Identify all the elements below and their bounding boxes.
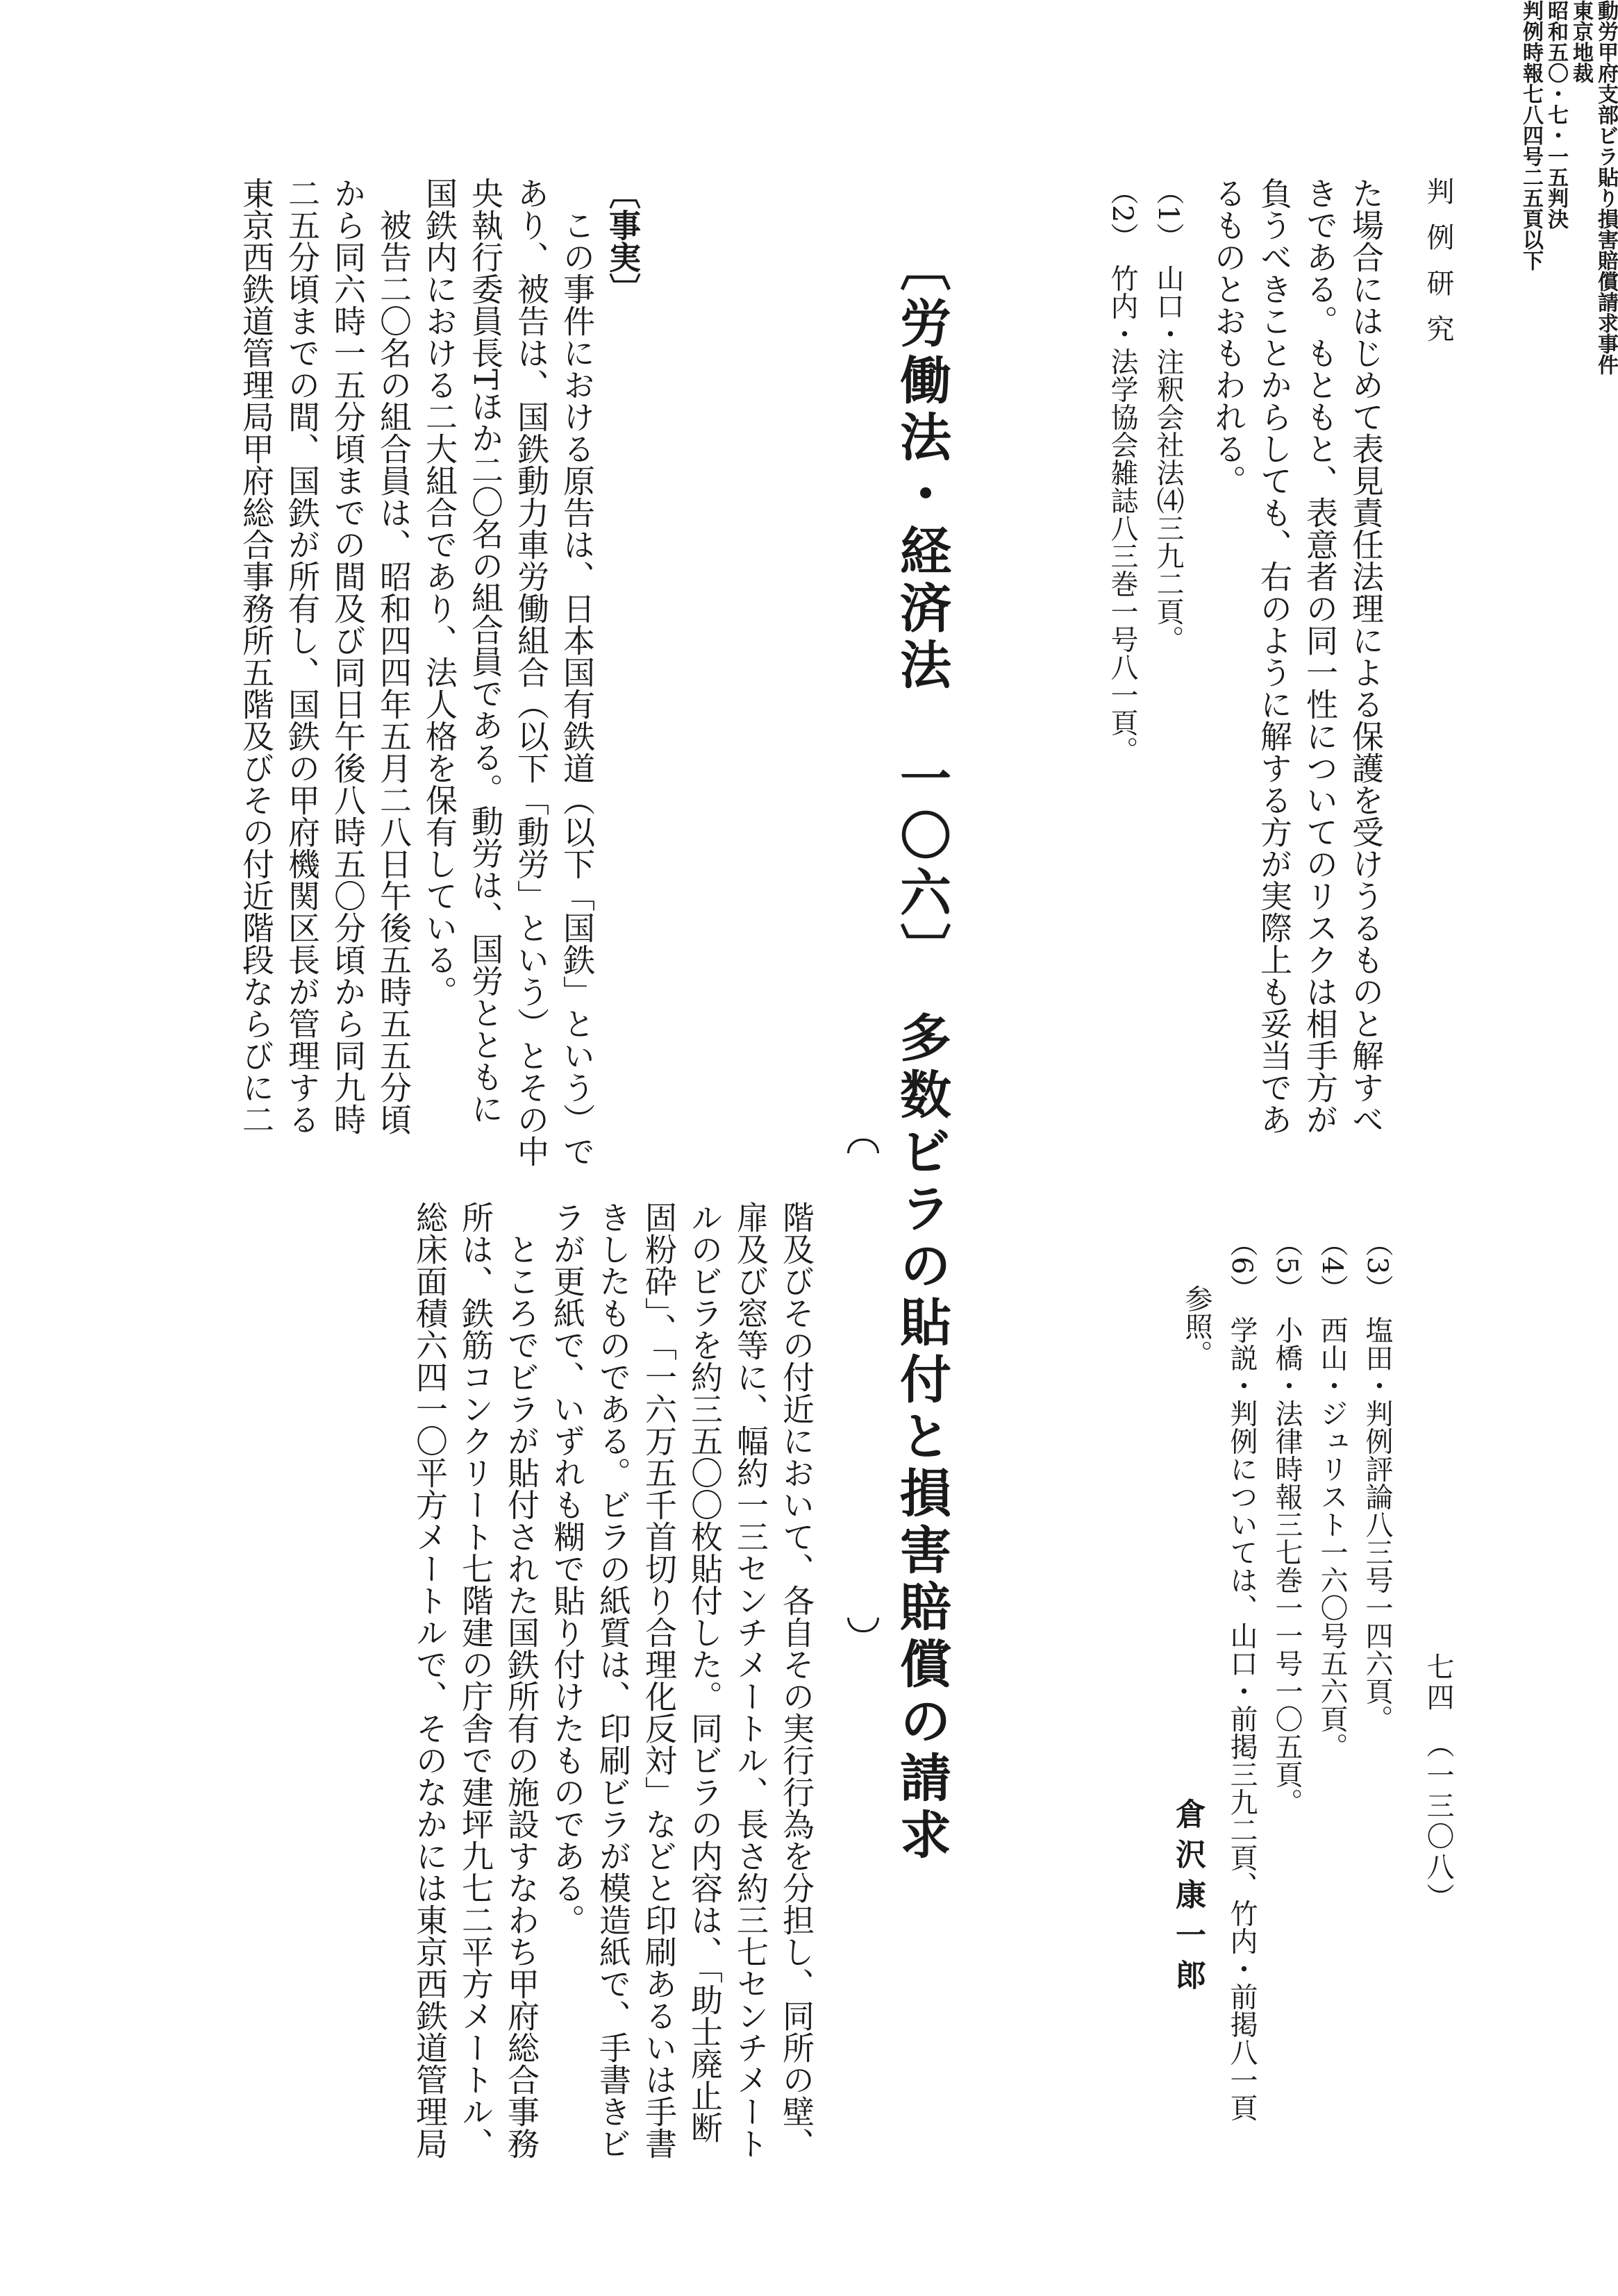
text-line: 東京西鉄道管理局甲府総合事務所五階及びその付近階段ならびに二 [237, 177, 275, 1135]
footnote: （1） 山口・注釈会社法⑷三九二頁。 [1152, 177, 1184, 653]
citation-bracket-close [847, 1618, 879, 1632]
text-line: 固粉砕」、「一六万五千首切り合理化反対」などと印刷あるいは手書 [640, 1201, 678, 2159]
footnote: （5） 小橋・法律時報三七巻一一号一〇五頁。 [1271, 1229, 1303, 1816]
running-title: 判例研究 [1422, 177, 1454, 360]
footnote: 参照。 [1181, 1229, 1212, 1368]
citation-bracket-open [847, 1139, 879, 1153]
footnote: （3） 塩田・判例評論八三号一四六頁。 [1361, 1229, 1393, 1733]
text-line: この事件における原告は、日本国有鉄道（以下「国鉄」という）で [558, 177, 596, 1167]
text-line: るものとおもわれる。 [1210, 177, 1247, 496]
page-number: 七四 （一三〇八） [1422, 1652, 1454, 1913]
text-line: きである。もともと、表意者の同一性についてのリスクは相手方が [1301, 177, 1339, 1135]
article-heading: 〔労働法・経済法 一〇六〕 多数ビラの貼付と損害賠償の請求 [892, 240, 951, 1865]
footnote: （4） 西山・ジュリスト一六〇号五六頁。 [1316, 1229, 1348, 1761]
citation-line: 動労甲府支部ビラ貼り損害賠償請求事件 [1594, 0, 1618, 375]
footnote: （2） 竹内・法学協会雑誌八三巻一号八一頁。 [1106, 177, 1138, 764]
text-line: ところでビラが貼付された国鉄所有の施設すなわち甲府総合事務 [503, 1201, 540, 2159]
text-line: ルのビラを約三五〇〇枚貼付した。同ビラの内容は、「助士廃止断 [686, 1201, 724, 2143]
citation-line: 東京地裁 [1569, 0, 1593, 83]
text-line: 二五分頃までの間、国鉄が所有し、国鉄の甲府機関区長が管理する [283, 177, 321, 1135]
text-line: 央執行委員長Tほか二〇名の組合員である。動労は、国労とともに [467, 177, 504, 1125]
citation-line: 昭和五〇・七・一五判決 [1544, 0, 1568, 229]
section-heading: 〔事実〕 [604, 177, 642, 305]
footnote: （6） 学説・判例については、山口・前掲三九二頁、竹内・前掲八一頁 [1226, 1229, 1258, 2122]
author-name: 倉沢康一郎 [1170, 1798, 1206, 2000]
text-line: から同六時一五分頃までの間及び同日午後八時五〇分頃から同九時 [329, 177, 367, 1135]
text-line: た場合にはじめて表見責任法理による保護を受けうるものと解すべ [1347, 177, 1385, 1135]
text-line: あり、被告は、国鉄動力車労働組合（以下「動労」という）とその中 [512, 177, 550, 1167]
text-line: 被告二〇名の組合員は、昭和四四年五月二八日午後五時五五分頃 [375, 177, 412, 1135]
citation-line: 判例時報七八四号二五頁以下 [1519, 0, 1543, 271]
text-line: ラが更紙で、いずれも糊で貼り付けたものである。 [549, 1201, 586, 1936]
text-line: 国鉄内における二大組合であり、法人格を保有している。 [421, 177, 458, 1007]
text-line: 所は、鉄筋コンクリート七階建の庁舎で建坪九七二平方メートル、 [457, 1201, 494, 2159]
text-line: 扉及び窓等に、幅約一三センチメートル、長さ約三七センチメート [732, 1201, 769, 2159]
text-line: 階及びその付近において、各自その実行行為を分担し、同所の壁、 [778, 1201, 815, 2159]
text-line: きしたものである。ビラの紙質は、印刷ビラが模造紙で、手書きビ [594, 1201, 632, 2159]
text-line: 負うべきことからしても、右のように解する方が実際上も妥当であ [1256, 177, 1293, 1135]
text-line: 総床面積六四一〇平方メートルで、そのなかには東京西鉄道管理局 [411, 1201, 449, 2159]
